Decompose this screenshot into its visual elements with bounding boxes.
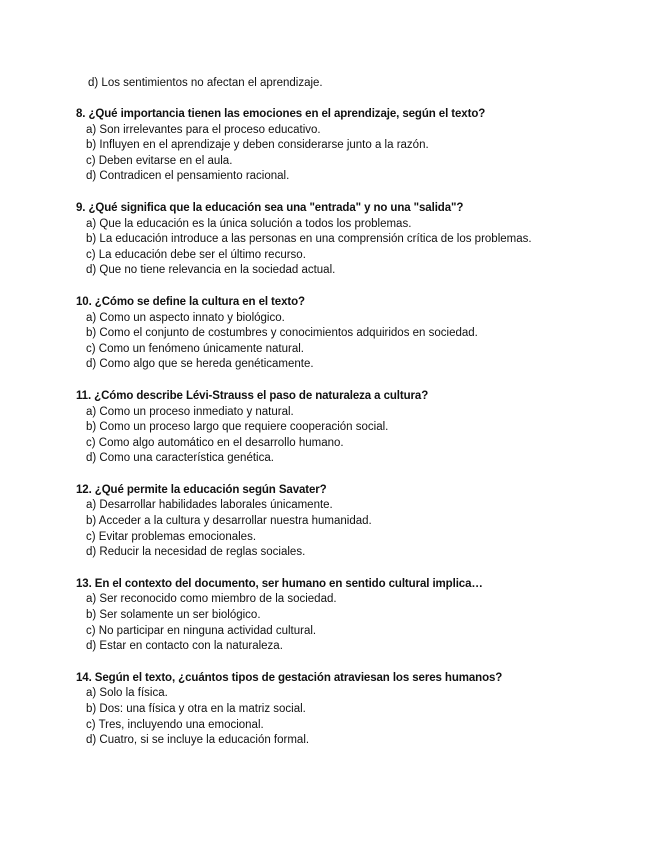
option-d: d) Estar en contacto con la naturaleza. <box>86 640 283 653</box>
option-list <box>76 311 646 373</box>
option-list <box>76 686 646 748</box>
option-a: a) Que la educación es la única solución a todos los problemas. <box>86 217 412 230</box>
option-d: d) Contradicen el pensamiento racional. <box>86 170 290 183</box>
option-b: b) Como el conjunto de costumbres y conocimientos adquiridos en sociedad. <box>86 327 478 340</box>
previous-question-option-d: d) Los sentimientos no afectan el aprendizaje. <box>88 77 323 89</box>
option-d: d) Reducir la necesidad de reglas sociales. <box>86 546 306 559</box>
question-13 <box>76 577 646 655</box>
option-list <box>76 405 646 467</box>
question-12 <box>76 483 646 561</box>
option-a: a) Como un aspecto innato y biológico. <box>86 311 285 324</box>
option-a: a) Son irrelevantes para el proceso educativo. <box>86 123 321 136</box>
question-list <box>76 107 646 765</box>
question-title: 14. Según el texto, ¿cuántos tipos de gestación atraviesan los seres humanos? <box>76 671 503 684</box>
question-9 <box>76 201 646 279</box>
option-b: b) Influyen en el aprendizaje y deben considerarse junto a la razón. <box>86 139 429 152</box>
option-d: d) Que no tiene relevancia en la sociedad actual. <box>86 264 336 277</box>
option-c: c) No participar en ninguna actividad cultural. <box>86 624 317 637</box>
option-a: a) Como un proceso inmediato y natural. <box>86 405 294 418</box>
question-14 <box>76 671 646 749</box>
question-title: 13. En el contexto del documento, ser humano en sentido cultural implica… <box>76 577 483 590</box>
question-8 <box>76 107 646 185</box>
option-list <box>76 498 646 560</box>
question-10 <box>76 295 646 373</box>
option-c: c) La educación debe ser el último recurso. <box>86 248 306 261</box>
question-title: 10. ¿Cómo se define la cultura en el texto? <box>76 295 305 308</box>
question-title: 8. ¿Qué importancia tienen las emociones en el aprendizaje, según el texto? <box>76 108 486 120</box>
option-c: c) Tres, incluyendo una emocional. <box>86 718 264 731</box>
option-b: b) La educación introduce a las personas en una comprensión crítica de los problemas. <box>86 233 532 246</box>
question-title: 12. ¿Qué permite la educación según Savater? <box>76 483 327 496</box>
question-11 <box>76 389 646 467</box>
option-b: b) Ser solamente un ser biológico. <box>86 609 261 622</box>
option-a: a) Desarrollar habilidades laborales únicamente. <box>86 499 333 512</box>
option-c: c) Deben evitarse en el aula. <box>86 154 233 167</box>
option-b: b) Como un proceso largo que requiere cooperación social. <box>86 421 389 434</box>
option-d: d) Como una característica genética. <box>86 452 274 465</box>
option-a: a) Ser reconocido como miembro de la sociedad. <box>86 593 337 606</box>
question-title: 11. ¿Cómo describe Lévi-Strauss el paso de naturaleza a cultura? <box>76 389 429 402</box>
option-b: b) Acceder a la cultura y desarrollar nuestra humanidad. <box>86 515 372 528</box>
option-b: b) Dos: una física y otra en la matriz social. <box>86 703 306 715</box>
option-a: a) Solo la física. <box>86 687 168 700</box>
option-c: c) Como algo automático en el desarrollo humano. <box>86 436 344 449</box>
option-c: c) Evitar problemas emocionales. <box>86 530 257 543</box>
option-list <box>76 217 646 279</box>
option-c: c) Como un fenómeno únicamente natural. <box>86 342 304 355</box>
option-list <box>76 592 646 654</box>
option-d: d) Como algo que se hereda genéticamente. <box>86 358 314 371</box>
question-title: 9. ¿Qué significa que la educación sea una "entrada" y no una "salida"? <box>76 201 464 214</box>
option-list <box>76 123 646 185</box>
option-d: d) Cuatro, si se incluye la educación formal. <box>86 734 310 747</box>
